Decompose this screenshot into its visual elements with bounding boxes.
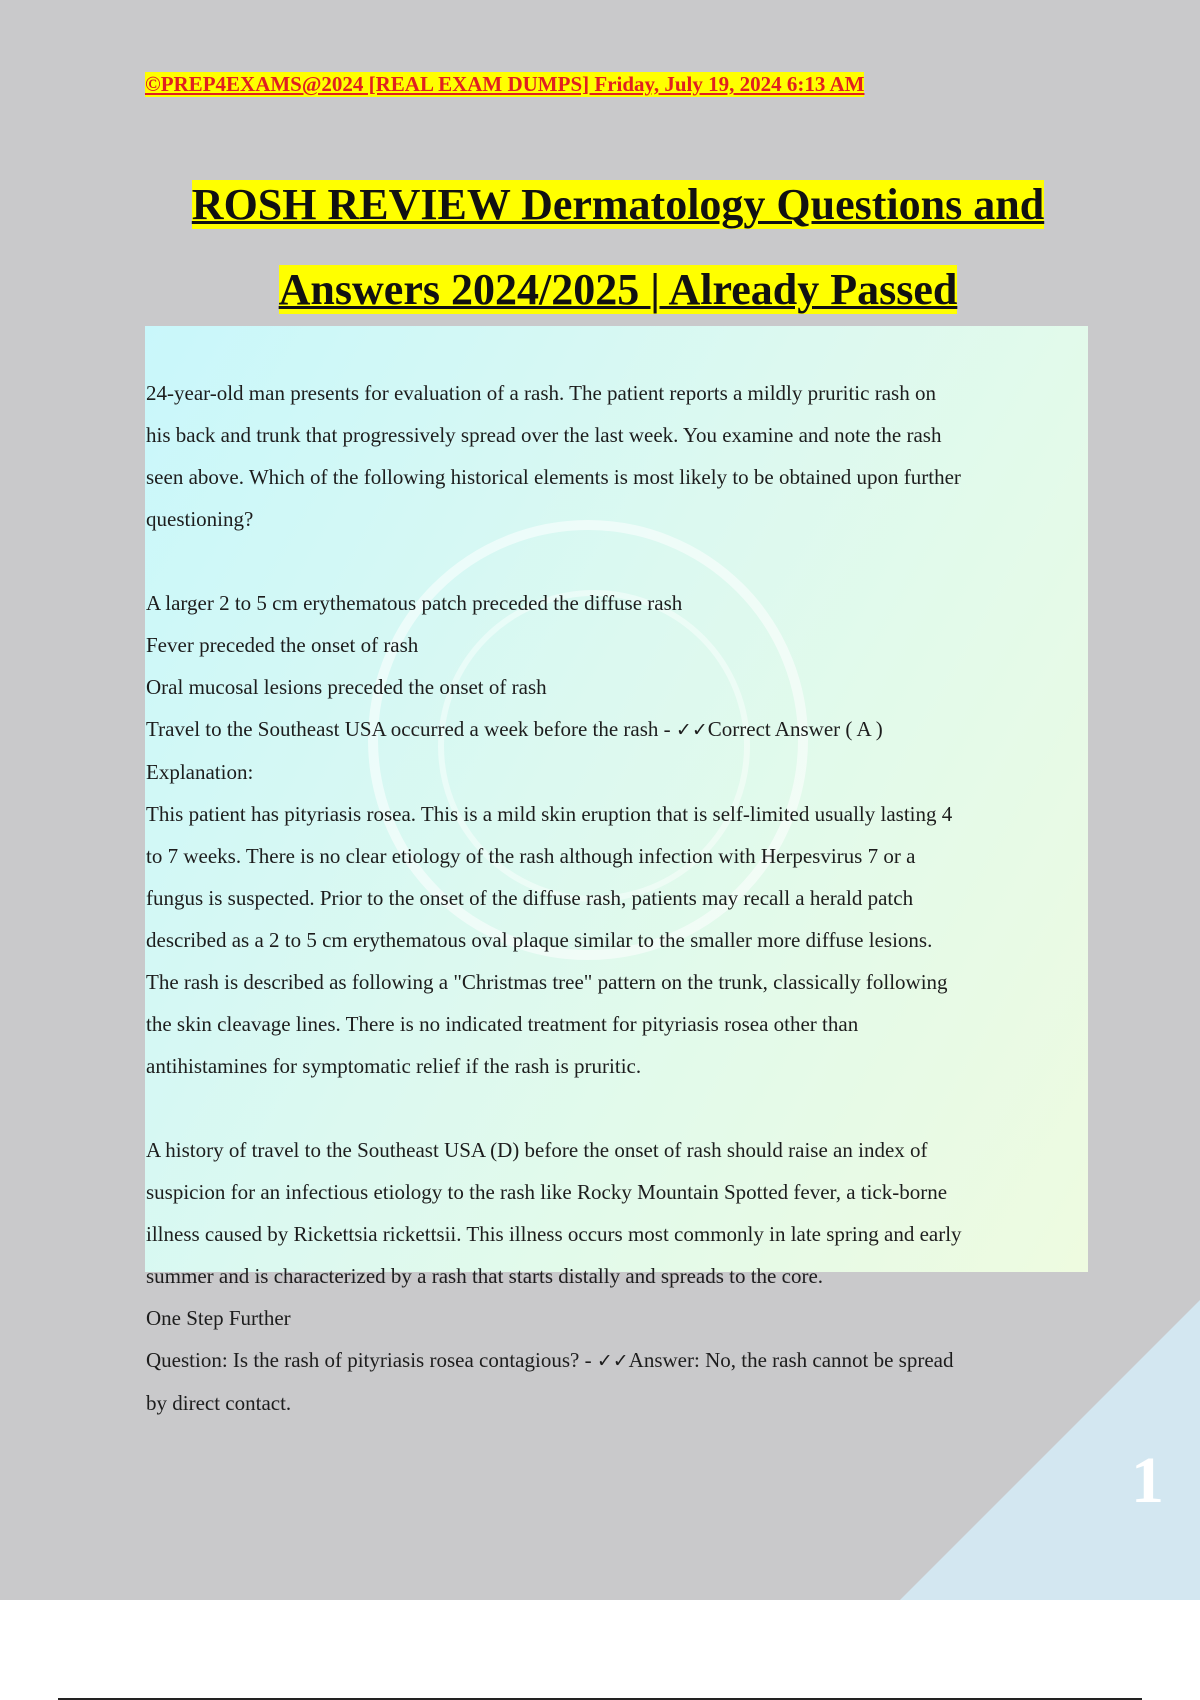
option-text: Travel to the Southeast USA occurred a week before the rash -: [146, 717, 676, 741]
title-line-2: Answers 2024/2025 | Already Passed: [278, 265, 958, 314]
answer-option: Fever preceded the onset of rash: [146, 633, 419, 657]
check-mark-icon: ✓✓: [675, 719, 708, 741]
explanation-line: This patient has pityriasis rosea. This is a mild skin eruption that is self-limited usually lasting 4: [146, 802, 953, 826]
explanation-line: described as a 2 to 5 cm erythematous oval plaque similar to the smaller more diffuse lesions.: [146, 928, 933, 952]
explanation-line: to 7 weeks. There is no clear etiology of the rash although infection with Herpesvirus 7 or a: [146, 844, 916, 868]
explanation-line: antihistamines for symptomatic relief if the rash is pruritic.: [146, 1054, 642, 1078]
follow-up-answer-continued: by direct contact.: [146, 1391, 292, 1415]
follow-up-answer: Answer: No, the rash cannot be spread: [628, 1348, 954, 1372]
explanation-line: suspicion for an infectious etiology to the rash like Rocky Mountain Spotted fever, a tick-borne: [146, 1180, 948, 1204]
page-number: 1: [1131, 1444, 1164, 1517]
explanation-line: the skin cleavage lines. There is no indicated treatment for pityriasis rosea other than: [146, 1012, 859, 1036]
title-line-1: ROSH REVIEW Dermatology Questions and: [191, 180, 1045, 229]
correct-answer: Correct Answer ( A ): [707, 717, 883, 741]
follow-up-question-text: Question: Is the rash of pityriasis rosea contagious? -: [146, 1348, 597, 1372]
explanation-line: illness caused by Rickettsia rickettsii. This illness occurs most commonly in late spring and early: [146, 1222, 962, 1246]
spacer: [146, 1087, 1091, 1129]
one-step-further-heading: One Step Further: [146, 1306, 291, 1330]
question-content: [146, 372, 1091, 1424]
explanation-line: The rash is described as following a "Christmas tree" pattern on the trunk, classically following: [146, 970, 948, 994]
question-stem-line: 24-year-old man presents for evaluation of a rash. The patient reports a mildly pruritic rash on: [146, 381, 936, 405]
follow-up-question: [146, 1339, 1091, 1382]
question-stem-line: questioning?: [146, 507, 254, 531]
explanation-line: A history of travel to the Southeast USA (D) before the onset of rash should raise an index of: [146, 1138, 928, 1162]
explanation-heading: Explanation:: [146, 760, 254, 784]
explanation-line: fungus is suspected. Prior to the onset of the diffuse rash, patients may recall a herald patch: [146, 886, 914, 910]
question-stem-line: his back and trunk that progressively spread over the last week. You examine and note the rash: [146, 423, 942, 447]
answer-option: A larger 2 to 5 cm erythematous patch preceded the diffuse rash: [146, 591, 683, 615]
page-title: [120, 162, 1116, 332]
header-stamp: ©PREP4EXAMS@2024 [REAL EXAM DUMPS] Friday, July 19, 2024 6:13 AM: [145, 72, 865, 96]
spacer: [146, 540, 1091, 582]
check-mark-icon: ✓✓: [596, 1350, 629, 1372]
explanation-line: summer and is characterized by a rash that starts distally and spreads to the core.: [146, 1264, 824, 1288]
answer-option: Oral mucosal lesions preceded the onset of rash: [146, 675, 547, 699]
answer-option-last: [146, 708, 1091, 751]
question-stem-line: seen above. Which of the following historical elements is most likely to be obtained upon further: [146, 465, 961, 489]
